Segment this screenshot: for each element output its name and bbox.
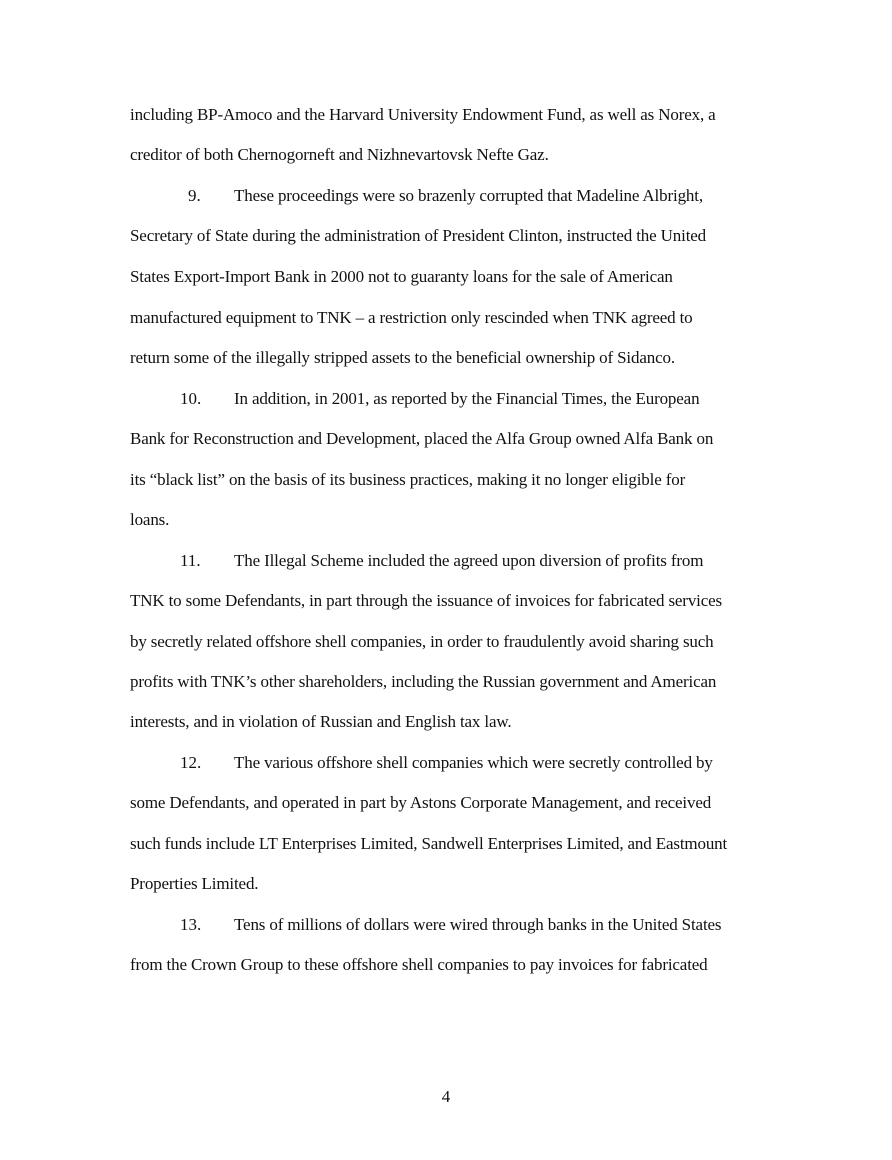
text-line: The various offshore shell companies which were secretly controlled by xyxy=(234,753,713,772)
text-line: some Defendants, and operated in part by Astons Corporate Management, and received xyxy=(130,793,712,812)
text-line: Properties Limited. xyxy=(130,874,259,893)
text-line: such funds include LT Enterprises Limited, Sandwell Enterprises Limited, and Eastmount xyxy=(130,834,728,853)
paragraph-number: 13. xyxy=(180,915,202,934)
text-line: manufactured equipment to TNK – a restriction only rescinded when TNK agreed to xyxy=(130,308,693,327)
paragraph-number: 11. xyxy=(180,551,201,570)
paragraph-number: 10. xyxy=(180,389,202,408)
text-line: Secretary of State during the administration of President Clinton, instructed the United xyxy=(130,226,707,245)
paragraph-number: 12. xyxy=(180,753,202,772)
page-number: 4 xyxy=(441,1087,451,1106)
text-line: In addition, in 2001, as reported by the Financial Times, the European xyxy=(234,389,700,408)
text-line: creditor of both Chernogorneft and Nizhnevartovsk Nefte Gaz. xyxy=(130,145,549,164)
text-line: States Export-Import Bank in 2000 not to guaranty loans for the sale of American xyxy=(130,267,673,286)
text-line: interests, and in violation of Russian and English tax law. xyxy=(130,712,512,731)
text-line: Tens of millions of dollars were wired through banks in the United States xyxy=(234,915,722,934)
text-line: Bank for Reconstruction and Development, placed the Alfa Group owned Alfa Bank on xyxy=(130,429,714,448)
text-line: its “black list” on the basis of its business practices, making it no longer eligible for xyxy=(130,470,686,489)
text-line: TNK to some Defendants, in part through the issuance of invoices for fabricated services xyxy=(130,591,722,610)
text-line: profits with TNK’s other shareholders, including the Russian government and American xyxy=(130,672,717,691)
text-line: from the Crown Group to these offshore shell companies to pay invoices for fabricated xyxy=(130,955,708,974)
text-line: These proceedings were so brazenly corrupted that Madeline Albright, xyxy=(234,186,703,205)
text-line: including BP-Amoco and the Harvard University Endowment Fund, as well as Norex, a xyxy=(130,105,716,124)
text-line: The Illegal Scheme included the agreed upon diversion of profits from xyxy=(234,551,704,570)
paragraph-number: 9. xyxy=(188,186,201,205)
text-line: loans. xyxy=(130,510,170,529)
text-line: return some of the illegally stripped assets to the beneficial ownership of Sidanco. xyxy=(130,348,675,367)
text-line: by secretly related offshore shell companies, in order to fraudulently avoid sharing such xyxy=(130,632,714,651)
